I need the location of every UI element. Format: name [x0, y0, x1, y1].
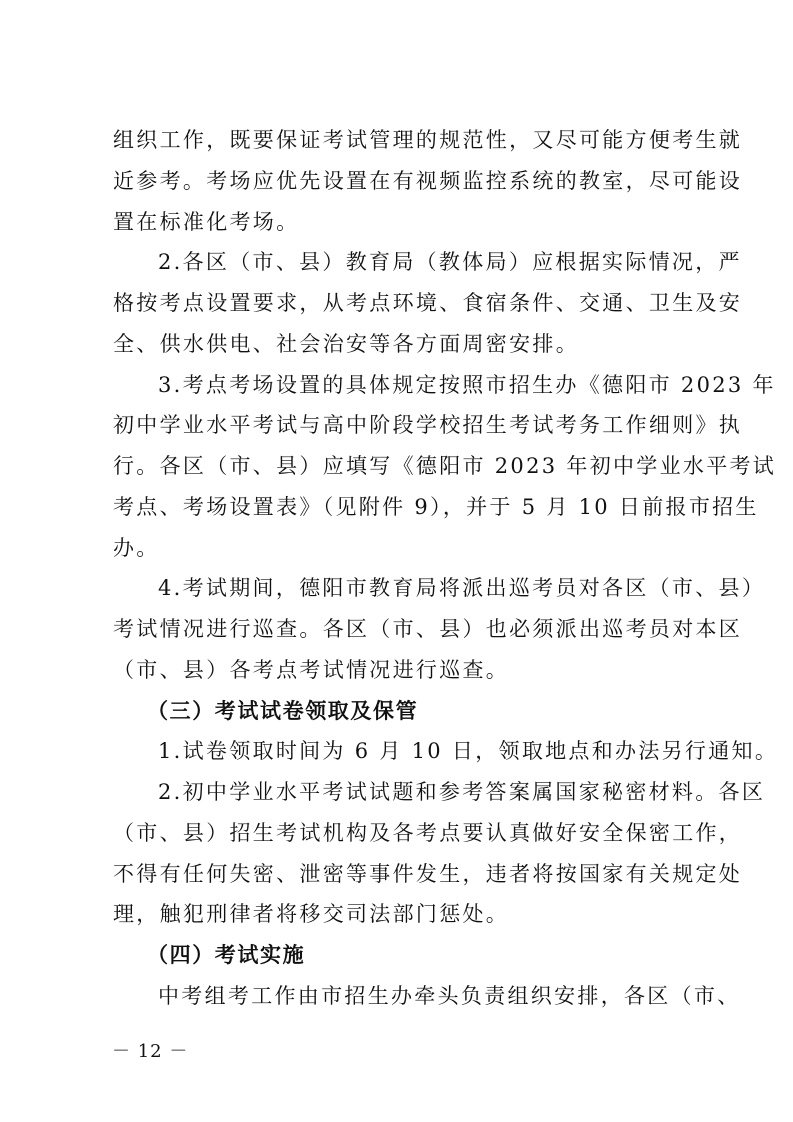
body-text-line: 办。 — [113, 536, 160, 560]
body-text-line: 4.考试期间，德阳市教育局将派出巡考员对各区（市、县） — [158, 576, 766, 600]
body-text-line: 初中学业水平考试与高中阶段学校招生考试考务工作细则》执 — [113, 413, 743, 437]
body-text-line: 考点、考场设置表》（见附件 9），并于 5 月 10 日前报市招生 — [113, 495, 759, 519]
body-text-line: 1.试卷领取时间为 6 月 10 日，领取地点和办法另行通知。 — [158, 739, 779, 763]
body-text-line: 2.各区（市、县）教育局（教体局）应根据实际情况，严 — [158, 250, 742, 274]
body-text-line: 理，触犯刑律者将移交司法部门惩处。 — [113, 902, 510, 926]
body-text-line: 组织工作，既要保证考试管理的规范性，又尽可能方便考生就 — [113, 128, 743, 152]
body-text-line: 置在标准化考场。 — [113, 210, 300, 234]
section-heading: （三）考试试卷领取及保管 — [147, 699, 419, 723]
body-text-line: 近参考。考场应优先设置在有视频监控系统的教室，尽可能设 — [113, 169, 743, 193]
body-text-line: 2.初中学业水平考试试题和参考答案属国家秘密材料。各区 — [158, 780, 766, 804]
page-number: － 12 － — [112, 1041, 189, 1062]
body-text-line: 不得有任何失密、泄密等事件发生，违者将按国家有关规定处 — [113, 862, 743, 886]
section-heading: （四）考试实施 — [147, 943, 306, 967]
body-text-line: 全、供水供电、社会治安等各方面周密安排。 — [113, 332, 579, 356]
body-text-line: （市、县）各考点考试情况进行巡查。 — [113, 658, 510, 682]
body-text-line: 行。各区（市、县）应填写《德阳市 2023 年初中学业水平考试 — [113, 454, 777, 478]
body-text-line: 格按考点设置要求，从考点环境、食宿条件、交通、卫生及安 — [113, 291, 743, 315]
body-text-line: 3.考点考场设置的具体规定按照市招生办《德阳市 2023 年 — [158, 373, 776, 397]
body-text-line: （市、县）招生考试机构及各考点要认真做好安全保密工作， — [113, 821, 743, 845]
body-text-line: 考试情况进行巡查。各区（市、县）也必须派出巡考员对本区 — [113, 617, 743, 641]
body-text-line: 中考组考工作由市招生办牵头负责组织安排，各区（市、 — [158, 984, 741, 1008]
